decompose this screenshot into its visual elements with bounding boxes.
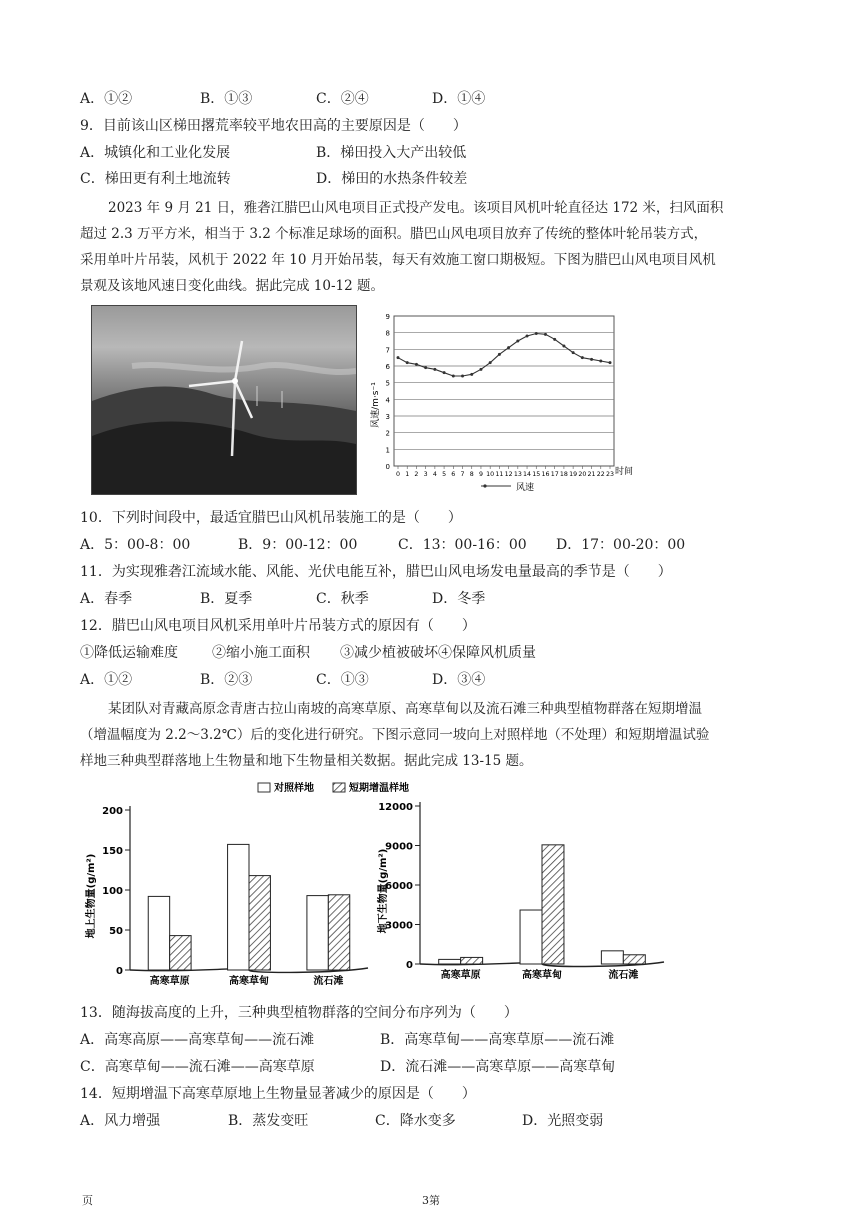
wind-chart-series — [397, 332, 612, 378]
wind-legend-label: 风速 — [516, 483, 535, 493]
q8-option-a: A．①② — [80, 91, 133, 107]
aboveground-bar-control — [228, 844, 249, 970]
q11-option-b: B．夏季 — [200, 591, 253, 607]
belowground-bar-control — [601, 951, 623, 964]
q12-item-2: ②缩小施工面积 — [212, 645, 310, 661]
wind-speed-point — [590, 358, 593, 361]
footer-page-number: 3第 — [422, 1194, 440, 1207]
wind-x-tick-label: 8 — [469, 471, 474, 478]
belowground-category-label: 高寒草原 — [440, 970, 481, 981]
wind-chart-x-ticks — [396, 466, 614, 478]
wind-chart-frame — [394, 316, 614, 466]
q9-option-b: B．梯田投入大产出较低 — [316, 145, 467, 161]
aboveground-y-tick-label: 0 — [116, 966, 123, 977]
belowground-y-label: 地下生物量(g/m²) — [378, 848, 389, 934]
q11-option-d: D．冬季 — [432, 591, 486, 607]
wind-speed-point — [535, 332, 538, 335]
wind-speed-point — [461, 375, 464, 378]
wind-x-tick-label: 21 — [587, 471, 596, 478]
wind-speed-point — [609, 361, 612, 364]
biomass-charts — [80, 776, 680, 986]
aboveground-y-tick-label: 150 — [102, 846, 123, 857]
q13-option-b: B．高寒草甸——高寒草原——流石滩 — [380, 1032, 615, 1048]
legend-control-label: 对照样地 — [274, 783, 314, 794]
wind-x-tick-label: 18 — [559, 471, 568, 478]
wind-x-tick-label: 3 — [423, 471, 428, 478]
belowground-category-label: 高寒草甸 — [522, 970, 562, 981]
q10-option-c: C．13：00-16：00 — [398, 537, 527, 553]
q10-stem: 10．下列时间段中，最适宜腊巴山风机吊装施工的是（ ） — [80, 510, 462, 526]
legend-warming-swatch — [333, 783, 345, 792]
wind-speed-point — [489, 361, 492, 364]
q14-stem: 14．短期增温下高寒草原地上生物量显著减少的原因是（ ） — [80, 1086, 476, 1102]
q11-option-c: C．秋季 — [316, 591, 369, 607]
wind-y-tick-label: 1 — [385, 446, 390, 455]
wind-x-tick-label: 15 — [532, 471, 541, 478]
q12-option-d: D．③④ — [432, 672, 486, 688]
wind-y-tick-label: 6 — [385, 363, 390, 371]
wind-speed-line — [398, 334, 610, 377]
belowground-y-tick-label: 12000 — [378, 802, 413, 813]
q12-item-1: ①降低运输难度 — [80, 645, 178, 661]
wind-x-tick-label: 10 — [486, 471, 495, 478]
wind-x-tick-label: 9 — [478, 471, 483, 478]
belowground-biomass-chart — [378, 802, 664, 981]
belowground-bar-control — [439, 959, 461, 964]
aboveground-bar-warming — [170, 936, 191, 970]
wind-speed-point — [397, 356, 400, 359]
aboveground-category-label: 高寒草甸 — [229, 976, 269, 986]
wind-chart-grid — [394, 316, 614, 466]
q11-option-a: A．春季 — [80, 591, 133, 607]
wind-x-tick-label: 19 — [569, 471, 578, 478]
wind-speed-point — [562, 345, 565, 348]
wind-speed-point — [553, 338, 556, 341]
wind-x-tick-label: 13 — [513, 471, 522, 478]
q13-stem: 13．随海拔高度的上升，三种典型植物群落的空间分布序列为（ ） — [80, 1005, 518, 1021]
wind-x-tick-label: 0 — [395, 471, 401, 478]
wind-y-tick-label: 4 — [385, 396, 390, 405]
q12-option-a: A．①② — [80, 672, 133, 688]
q8-option-c: C．②④ — [316, 91, 369, 107]
wind-chart-x-label: 时间 — [615, 467, 634, 477]
passage2-line-2: （增温幅度为 2.2～3.2℃）后的变化进行研究。下图示意同一坡向上对照样地（不处理）和短期增温试验 — [80, 727, 710, 743]
q9-option-c: C．梯田更有利土地流转 — [80, 171, 231, 187]
wind-speed-chart — [366, 310, 636, 500]
belowground-y-tick-label: 9000 — [385, 841, 413, 853]
wind-speed-point — [544, 333, 547, 336]
passage2-line-3: 样地三种典型群落地上生物量和地下生物量相关数据。据此完成 13-15 题。 — [80, 753, 533, 769]
q13-option-d: D．流石滩——高寒草原——高寒草甸 — [380, 1059, 616, 1075]
wind-chart-y-label: 风速/m·s⁻¹ — [371, 382, 381, 428]
passage1-line-1: 2023 年 9 月 21 日，雅砻江腊巴山风电项目正式投产发电。该项目风机叶轮直径达 172 米，扫风面积 — [108, 200, 724, 216]
q9-stem: 9．目前该山区梯田撂荒率较平地农田高的主要原因是（ ） — [80, 118, 467, 134]
wind-y-tick-label: 7 — [385, 346, 390, 355]
wind-speed-point — [581, 356, 584, 359]
aboveground-y-label: 地上生物量(g/m²) — [86, 853, 97, 939]
q14-option-b: B．蒸发变旺 — [228, 1113, 309, 1129]
wind-x-tick-label: 12 — [504, 471, 513, 478]
wind-x-tick-label: 5 — [442, 471, 447, 478]
wind-y-tick-label: 8 — [385, 329, 390, 338]
q12-option-c: C．①③ — [316, 672, 369, 688]
wind-x-tick-label: 1 — [405, 471, 410, 478]
wind-x-tick-label: 17 — [550, 471, 559, 478]
q14-option-a: A．风力增强 — [80, 1113, 161, 1129]
aboveground-category-label: 高寒草原 — [149, 976, 190, 986]
belowground-y-tick-label: 6000 — [385, 881, 413, 892]
aboveground-bar-warming — [249, 876, 270, 970]
q12-option-b: B．②③ — [200, 672, 253, 688]
q12-stem: 12．腊巴山风电项目风机采用单叶片吊装方式的原因有（ ） — [80, 618, 476, 634]
wind-speed-point — [415, 363, 418, 366]
q8-option-d: D．①④ — [432, 91, 486, 107]
belowground-y-tick-label: 3000 — [385, 920, 413, 932]
belowground-bar-warming — [461, 957, 483, 964]
q14-option-c: C．降水变多 — [375, 1113, 456, 1129]
wind-speed-point — [406, 361, 409, 364]
aboveground-y-tick-label: 100 — [102, 886, 123, 897]
wind-x-tick-label: 23 — [605, 471, 615, 478]
wind-y-tick-label: 5 — [385, 379, 390, 388]
q12-item-3-4: ③减少植被破坏④保障风机质量 — [340, 645, 536, 661]
wind-speed-point — [507, 346, 510, 349]
wind-speed-point — [498, 353, 501, 356]
wind-x-tick-label: 7 — [460, 471, 465, 478]
q8-option-b: B．①③ — [200, 91, 253, 107]
wind-y-tick-label: 0 — [385, 463, 390, 471]
aboveground-category-label: 流石滩 — [313, 976, 344, 986]
belowground-bar-warming — [623, 955, 645, 964]
wind-x-tick-label: 6 — [451, 471, 456, 478]
aboveground-bar-control — [307, 896, 328, 970]
wind-y-tick-label: 2 — [385, 429, 390, 438]
wind-speed-point — [433, 368, 436, 371]
q10-option-d: D．17：00-20：00 — [556, 537, 686, 553]
wind-legend-marker — [483, 484, 486, 487]
passage1-line-3: 采用单叶片吊装，风机于 2022 年 10 月开始吊装，每天有效施工窗口期极短。下图为腊巴山风电项目风机 — [80, 252, 716, 268]
wind-x-tick-label: 16 — [541, 471, 550, 478]
aboveground-bar-warming — [328, 895, 349, 970]
belowground-y-tick-label: 0 — [406, 960, 413, 971]
wind-x-tick-label: 14 — [523, 471, 532, 478]
q13-option-c: C．高寒草甸——流石滩——高寒草原 — [80, 1059, 315, 1075]
wind-y-tick-label: 9 — [385, 313, 390, 321]
wind-speed-point — [443, 371, 446, 374]
q10-option-b: B．9：00-12：00 — [238, 537, 358, 553]
footer-page-left: 页 — [82, 1194, 93, 1207]
aboveground-y-tick-label: 50 — [109, 926, 123, 937]
wind-speed-point — [424, 366, 427, 369]
wind-speed-point — [599, 360, 602, 363]
wind-speed-point — [470, 373, 473, 376]
wind-x-tick-label: 20 — [578, 471, 587, 478]
belowground-category-label: 流石滩 — [608, 970, 639, 981]
wind-x-tick-label: 4 — [432, 471, 437, 478]
wind-speed-point — [516, 340, 519, 343]
wind-speed-point — [479, 368, 482, 371]
q13-option-a: A．高寒高原——高寒草甸——流石滩 — [80, 1032, 315, 1048]
q9-option-d: D．梯田的水热条件较差 — [316, 171, 468, 187]
aboveground-biomass-chart — [102, 806, 368, 986]
belowground-bar-control — [520, 910, 542, 964]
wind-speed-point — [572, 351, 575, 354]
wind-speed-point — [526, 335, 529, 338]
q10-option-a: A．5：00-8：00 — [80, 537, 191, 553]
belowground-bar-warming — [542, 845, 564, 964]
wind-x-tick-label: 11 — [495, 471, 504, 478]
q11-stem: 11．为实现雅砻江流域水能、风能、光伏电能互补，腊巴山风电场发电量最高的季节是（ ） — [80, 564, 672, 580]
q14-option-d: D．光照变弱 — [522, 1113, 604, 1129]
legend-warming-label: 短期增温样地 — [349, 783, 409, 794]
aboveground-y-tick-label: 200 — [102, 806, 123, 817]
passage1-line-4: 景观及该地风速日变化曲线。据此完成 10-12 题。 — [80, 278, 384, 294]
wind-turbine-photo — [91, 305, 357, 495]
wind-x-tick-label: 22 — [596, 471, 605, 478]
passage2-line-1: 某团队对青藏高原念青唐古拉山南坡的高寒草原、高寒草甸以及流石滩三种典型植物群落在短期增温 — [108, 701, 702, 717]
wind-chart-y-ticks — [386, 313, 391, 471]
q9-option-a: A．城镇化和工业化发展 — [80, 145, 231, 161]
wind-y-tick-label: 3 — [385, 413, 390, 421]
wind-speed-point — [452, 375, 455, 378]
aboveground-bar-control — [148, 896, 169, 970]
passage1-line-2: 超过 2.3 万平方米，相当于 3.2 个标准足球场的面积。腊巴山风电项目放弃了传统的整体叶轮吊装方式， — [80, 226, 708, 242]
legend-control-swatch — [258, 783, 270, 792]
wind-x-tick-label: 2 — [414, 471, 419, 478]
